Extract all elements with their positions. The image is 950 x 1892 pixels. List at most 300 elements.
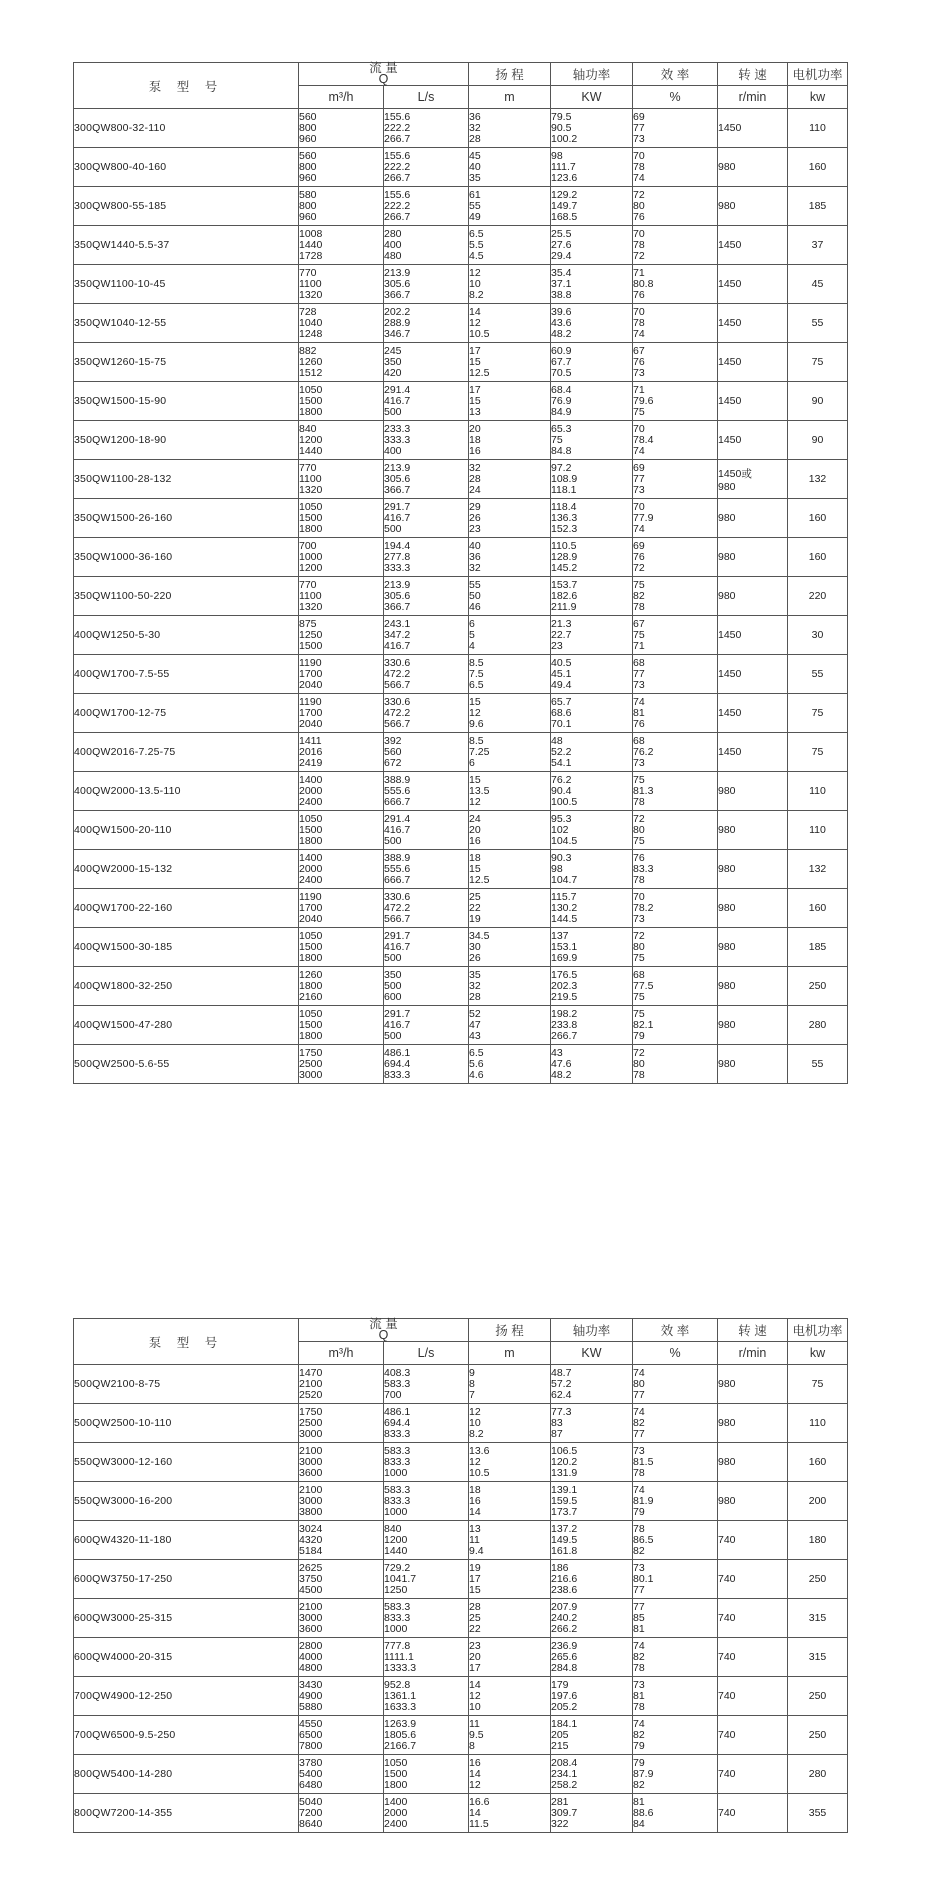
ls-value: 560 — [384, 745, 402, 758]
pump-model-cell: 350QW1100-50-220 — [74, 577, 299, 616]
eff-value: 77 — [633, 1427, 645, 1440]
ls-cell — [384, 499, 469, 538]
head-value: 23 — [469, 1639, 481, 1652]
ls-value: 1440 — [384, 1544, 408, 1557]
m3h-value: 1500 — [299, 511, 323, 524]
shaft-value: 95.3 — [551, 812, 572, 825]
shaft-value: 128.9 — [551, 550, 578, 563]
m3h-value: 3600 — [299, 1622, 323, 1635]
m3h-value: 2160 — [299, 990, 323, 1003]
eff-value: 77.9 — [633, 511, 654, 524]
m3h-value: 6500 — [299, 1728, 323, 1741]
m3h-value: 1040 — [299, 316, 323, 329]
table-row — [74, 1560, 848, 1599]
eff-value: 80 — [633, 940, 645, 953]
shaft-value: 98 — [551, 149, 563, 162]
ls-value: 305.6 — [384, 589, 411, 602]
shaft-value: 43.6 — [551, 316, 572, 329]
model-header: 泵 型 号 — [74, 1319, 299, 1365]
ls-value: 408.3 — [384, 1366, 411, 1379]
m3h-value: 1190 — [299, 656, 322, 669]
eff-value: 73 — [633, 678, 645, 691]
m3h-value: 4320 — [299, 1533, 323, 1546]
motor-power-cell: 132 — [788, 850, 848, 889]
m3h-value: 2500 — [299, 1416, 323, 1429]
ls-value: 666.7 — [384, 873, 411, 886]
shaft-value: 161.8 — [551, 1544, 578, 1557]
pump-model-cell: 400QW2000-15-132 — [74, 850, 299, 889]
ls-value: 472.2 — [384, 667, 411, 680]
ls-value: 1200 — [384, 1533, 408, 1546]
head-cell — [469, 304, 551, 343]
ls-cell — [384, 889, 469, 928]
head-value: 11 — [469, 1533, 480, 1546]
m3h-cell — [299, 772, 384, 811]
eff-value: 77 — [633, 472, 645, 485]
shaft-cell — [551, 1599, 633, 1638]
m3h-value: 1470 — [299, 1366, 323, 1379]
shaft-value: 238.6 — [551, 1583, 578, 1596]
m3h-value: 2400 — [299, 795, 323, 808]
m3h-value: 840 — [299, 422, 317, 435]
eff-value: 70 — [633, 890, 645, 903]
ls-cell — [384, 460, 469, 499]
ls-cell — [384, 694, 469, 733]
eff-value: 78 — [633, 1466, 645, 1479]
ls-value: 420 — [384, 366, 402, 379]
shaft-value: 265.6 — [551, 1650, 578, 1663]
m3h-value: 770 — [299, 578, 317, 591]
ls-value: 333.3 — [384, 433, 411, 446]
head-cell — [469, 655, 551, 694]
head-value: 5.6 — [469, 1057, 484, 1070]
eff-value: 74 — [633, 695, 645, 708]
shaft-cell — [551, 187, 633, 226]
eff-cell — [633, 1045, 718, 1084]
m3h-value: 3000 — [299, 1427, 323, 1440]
shaft-value: 219.5 — [551, 990, 578, 1003]
head-value: 9 — [469, 1366, 475, 1379]
flow-title: 流 量 — [369, 1317, 398, 1331]
head-unit: m — [469, 86, 551, 109]
head-value: 14 — [469, 1806, 481, 1819]
motor-power-cell: 110 — [788, 772, 848, 811]
head-value: 22 — [469, 901, 481, 914]
head-value: 4 — [469, 639, 475, 652]
speed-cell: 740 — [718, 1755, 788, 1794]
m3h-value: 1050 — [299, 383, 323, 396]
eff-cell — [633, 304, 718, 343]
table-row — [74, 226, 848, 265]
shaft-value: 79.5 — [551, 110, 572, 123]
table-row — [74, 889, 848, 928]
shaft-value: 90.4 — [551, 784, 572, 797]
ls-cell — [384, 1404, 469, 1443]
ls-value: 305.6 — [384, 472, 411, 485]
shaft-value: 281 — [551, 1795, 569, 1808]
ls-value: 952.8 — [384, 1678, 411, 1691]
head-value: 19 — [469, 1561, 481, 1574]
head-value: 12 — [469, 795, 481, 808]
eff-cell — [633, 1638, 718, 1677]
m3h-value: 1800 — [299, 1029, 323, 1042]
speed-cell: 980 — [718, 889, 788, 928]
eff-cell — [633, 1006, 718, 1045]
ls-value: 416.7 — [384, 511, 411, 524]
ls-cell — [384, 226, 469, 265]
motor-power-cell: 132 — [788, 460, 848, 499]
m3h-cell — [299, 616, 384, 655]
head-value: 10 — [469, 1416, 481, 1429]
head-cell — [469, 499, 551, 538]
m3h-cell — [299, 1638, 384, 1677]
head-value: 12.5 — [469, 366, 490, 379]
eff-value: 72 — [633, 561, 645, 574]
eff-cell — [633, 1716, 718, 1755]
speed-cell: 740 — [718, 1521, 788, 1560]
ls-value: 1263.9 — [384, 1717, 417, 1730]
shaft-value: 52.2 — [551, 745, 572, 758]
head-value: 16 — [469, 1756, 481, 1769]
head-cell — [469, 148, 551, 187]
eff-value: 73 — [633, 1561, 645, 1574]
m3h-value: 1750 — [299, 1046, 323, 1059]
head-value: 32 — [469, 979, 481, 992]
motor-power-header: 电机功率 — [788, 1319, 848, 1342]
shaft-value: 21.3 — [551, 617, 572, 630]
eff-value: 82 — [633, 1650, 645, 1663]
ls-value: 672 — [384, 756, 402, 769]
head-value: 12 — [469, 1405, 481, 1418]
head-value: 13 — [469, 405, 481, 418]
eff-value: 73 — [633, 483, 645, 496]
head-value: 25 — [469, 890, 481, 903]
head-value: 23 — [469, 522, 481, 535]
table-row — [74, 1794, 848, 1833]
shaft-value: 90.3 — [551, 851, 572, 864]
head-value: 52 — [469, 1007, 481, 1020]
shaft-value: 70.1 — [551, 717, 572, 730]
eff-value: 80 — [633, 823, 645, 836]
m3h-value: 1200 — [299, 561, 323, 574]
eff-value: 78 — [633, 873, 645, 886]
shaft-value: 48.2 — [551, 1068, 572, 1081]
head-cell — [469, 343, 551, 382]
head-value: 28 — [469, 1600, 481, 1613]
shaft-value: 152.3 — [551, 522, 578, 535]
head-value: 55 — [469, 199, 481, 212]
shaft-value: 100.2 — [551, 132, 578, 145]
head-cell — [469, 928, 551, 967]
m3h-value: 1320 — [299, 288, 323, 301]
flow-unit-m3h: m³/h — [299, 86, 384, 109]
motor-power-cell: 75 — [788, 343, 848, 382]
efficiency-header: 效 率 — [633, 63, 718, 86]
ls-value: 366.7 — [384, 483, 411, 496]
head-value: 40 — [469, 539, 481, 552]
eff-value: 77 — [633, 1600, 645, 1613]
shaft-cell — [551, 1716, 633, 1755]
speed-cell: 1450 — [718, 265, 788, 304]
shaft-value: 169.9 — [551, 951, 578, 964]
head-header: 扬 程 — [469, 63, 551, 86]
shaft-value: 258.2 — [551, 1778, 578, 1791]
head-value: 7.25 — [469, 745, 490, 758]
speed-cell: 980 — [718, 811, 788, 850]
m3h-cell — [299, 382, 384, 421]
eff-value: 73 — [633, 1444, 645, 1457]
model-header: 泵 型 号 — [74, 63, 299, 109]
pump-model-cell: 300QW800-40-160 — [74, 148, 299, 187]
pump-model-cell: 400QW1700-7.5-55 — [74, 655, 299, 694]
shaft-cell — [551, 889, 633, 928]
eff-value: 72 — [633, 929, 645, 942]
speed-cell: 740 — [718, 1560, 788, 1599]
eff-value: 73 — [633, 756, 645, 769]
ls-value: 347.2 — [384, 628, 411, 641]
table-row — [74, 460, 848, 499]
m3h-value: 1500 — [299, 639, 323, 652]
eff-cell — [633, 1560, 718, 1599]
head-value: 36 — [469, 550, 481, 563]
m3h-value: 1700 — [299, 706, 323, 719]
m3h-cell — [299, 226, 384, 265]
pump-model-cell: 350QW1100-10-45 — [74, 265, 299, 304]
speed-cell: 980 — [718, 1482, 788, 1521]
head-value: 8 — [469, 1377, 475, 1390]
ls-value: 291.4 — [384, 812, 411, 825]
m3h-value: 5184 — [299, 1544, 323, 1557]
head-cell — [469, 382, 551, 421]
eff-value: 78 — [633, 1522, 645, 1535]
shaft-cell — [551, 1482, 633, 1521]
shaft-value: 202.3 — [551, 979, 578, 992]
eff-value: 74 — [633, 1405, 645, 1418]
m3h-value: 1050 — [299, 929, 323, 942]
shaft-cell — [551, 1045, 633, 1084]
m3h-value: 1800 — [299, 522, 323, 535]
shaft-value: 45.1 — [551, 667, 572, 680]
m3h-value: 6480 — [299, 1778, 323, 1791]
shaft-value: 48 — [551, 734, 563, 747]
m3h-value: 4800 — [299, 1661, 323, 1674]
ls-value: 600 — [384, 990, 402, 1003]
speed-cell: 980 — [718, 1443, 788, 1482]
head-value: 15 — [469, 695, 481, 708]
ls-cell — [384, 1006, 469, 1045]
shaft-value: 75 — [551, 433, 563, 446]
m3h-value: 3000 — [299, 1494, 323, 1507]
eff-value: 78 — [633, 1068, 645, 1081]
head-value: 7.5 — [469, 667, 484, 680]
head-value: 10.5 — [469, 327, 490, 340]
speed-cell: 980 — [718, 1404, 788, 1443]
shaft-value: 22.7 — [551, 628, 572, 641]
ls-value: 694.4 — [384, 1057, 411, 1070]
m3h-value: 1008 — [299, 227, 323, 240]
m3h-cell — [299, 265, 384, 304]
ls-value: 416.7 — [384, 823, 411, 836]
shaft-value: 159.5 — [551, 1494, 578, 1507]
head-cell — [469, 1404, 551, 1443]
head-value: 11.5 — [469, 1817, 489, 1830]
eff-cell — [633, 343, 718, 382]
shaft-value: 49.4 — [551, 678, 572, 691]
shaft-cell — [551, 694, 633, 733]
eff-value: 73 — [633, 912, 645, 925]
shaft-value: 47.6 — [551, 1057, 572, 1070]
shaft-value: 216.6 — [551, 1572, 578, 1585]
ls-value: 416.7 — [384, 940, 411, 953]
eff-cell — [633, 1599, 718, 1638]
head-value: 46 — [469, 600, 481, 613]
shaft-value: 309.7 — [551, 1806, 578, 1819]
shaft-cell — [551, 421, 633, 460]
m3h-cell — [299, 1794, 384, 1833]
pump-model-cell: 400QW1700-12-75 — [74, 694, 299, 733]
m3h-cell — [299, 1716, 384, 1755]
head-value: 17 — [469, 1572, 481, 1585]
eff-value: 80 — [633, 1057, 645, 1070]
head-value: 35 — [469, 171, 481, 184]
m3h-value: 5400 — [299, 1767, 323, 1780]
shaft-cell — [551, 1443, 633, 1482]
pump-model-cell: 600QW3000-25-315 — [74, 1599, 299, 1638]
eff-value: 80.1 — [633, 1572, 654, 1585]
eff-value: 70 — [633, 422, 645, 435]
speed-cell: 740 — [718, 1599, 788, 1638]
ls-value: 555.6 — [384, 862, 411, 875]
shaft-value: 130.2 — [551, 901, 578, 914]
head-value: 26 — [469, 511, 481, 524]
shaft-value: 118.1 — [551, 483, 577, 496]
m3h-value: 1800 — [299, 951, 323, 964]
shaft-cell — [551, 1755, 633, 1794]
ls-value: 566.7 — [384, 717, 411, 730]
shaft-value: 83 — [551, 1416, 563, 1429]
m3h-cell — [299, 1599, 384, 1638]
shaft-value: 111.7 — [551, 160, 576, 173]
shaft-cell — [551, 772, 633, 811]
ls-value: 194.4 — [384, 539, 411, 552]
head-value: 50 — [469, 589, 481, 602]
shaft-value: 149.7 — [551, 199, 578, 212]
m3h-value: 875 — [299, 617, 317, 630]
shaft-value: 97.2 — [551, 461, 572, 474]
ls-value: 500 — [384, 1029, 402, 1042]
eff-value: 81.3 — [633, 784, 654, 797]
head-value: 40 — [469, 160, 481, 173]
m3h-value: 4900 — [299, 1689, 323, 1702]
pump-model-cell: 400QW1250-5-30 — [74, 616, 299, 655]
motor-power-cell: 200 — [788, 1482, 848, 1521]
table-row — [74, 850, 848, 889]
shaft-value: 48.2 — [551, 327, 572, 340]
ls-cell — [384, 1677, 469, 1716]
pump-model-cell: 350QW1260-15-75 — [74, 343, 299, 382]
ls-cell — [384, 343, 469, 382]
m3h-value: 1800 — [299, 405, 323, 418]
speed-cell: 980 — [718, 1045, 788, 1084]
ls-value: 277.8 — [384, 550, 411, 563]
ls-value: 833.3 — [384, 1427, 411, 1440]
m3h-value: 1050 — [299, 1007, 323, 1020]
head-cell — [469, 811, 551, 850]
head-cell — [469, 577, 551, 616]
m3h-value: 2100 — [299, 1483, 323, 1496]
head-value: 43 — [469, 1029, 481, 1042]
table-row — [74, 772, 848, 811]
pump-model-cell: 600QW4320-11-180 — [74, 1521, 299, 1560]
shaft-value: 139.1 — [551, 1483, 578, 1496]
ls-cell — [384, 850, 469, 889]
head-value: 34.5 — [469, 929, 490, 942]
pump-model-cell: 400QW1500-20-110 — [74, 811, 299, 850]
eff-value: 78 — [633, 238, 645, 251]
m3h-value: 1100 — [299, 472, 322, 485]
head-value: 32 — [469, 561, 481, 574]
eff-cell — [633, 577, 718, 616]
m3h-cell — [299, 655, 384, 694]
speed-unit: r/min — [718, 1342, 788, 1365]
head-value: 12 — [469, 706, 481, 719]
ls-value: 472.2 — [384, 901, 411, 914]
motor-power-cell: 250 — [788, 1677, 848, 1716]
m3h-value: 3750 — [299, 1572, 323, 1585]
flow-header — [299, 1319, 469, 1342]
ls-cell — [384, 148, 469, 187]
eff-value: 74 — [633, 171, 645, 184]
pump-model-cell: 300QW800-55-185 — [74, 187, 299, 226]
ls-value: 472.2 — [384, 706, 411, 719]
eff-cell — [633, 1482, 718, 1521]
pump-model-cell: 500QW2500-10-110 — [74, 1404, 299, 1443]
eff-value: 78 — [633, 795, 645, 808]
shaft-value: 211.9 — [551, 600, 577, 613]
ls-value: 1805.6 — [384, 1728, 417, 1741]
table-row — [74, 1404, 848, 1443]
m3h-value: 1700 — [299, 901, 323, 914]
table-row — [74, 1443, 848, 1482]
m3h-value: 3000 — [299, 1455, 323, 1468]
m3h-value: 2400 — [299, 873, 323, 886]
table-row — [74, 1006, 848, 1045]
shaft-value: 62.4 — [551, 1388, 572, 1401]
speed-cell: 1450 — [718, 655, 788, 694]
speed-cell: 1450 — [718, 382, 788, 421]
m3h-value: 960 — [299, 171, 317, 184]
ls-value: 777.8 — [384, 1639, 411, 1652]
ls-value: 280 — [384, 227, 402, 240]
motor-power-cell: 110 — [788, 1404, 848, 1443]
eff-cell — [633, 811, 718, 850]
eff-cell — [633, 1755, 718, 1794]
table-row — [74, 1045, 848, 1084]
head-value: 17 — [469, 383, 481, 396]
ls-value: 291.7 — [384, 929, 411, 942]
speed-cell: 1450 — [718, 109, 788, 148]
pump-spec-table-2 — [73, 1318, 848, 1833]
shaft-value: 106.5 — [551, 1444, 578, 1457]
head-value: 8.2 — [469, 288, 484, 301]
speed-cell: 980 — [718, 148, 788, 187]
eff-value: 76 — [633, 851, 645, 864]
eff-cell — [633, 889, 718, 928]
m3h-value: 1050 — [299, 812, 323, 825]
pump-model-cell: 350QW1200-18-90 — [74, 421, 299, 460]
head-value: 4.6 — [469, 1068, 484, 1081]
ls-value: 155.6 — [384, 188, 411, 201]
